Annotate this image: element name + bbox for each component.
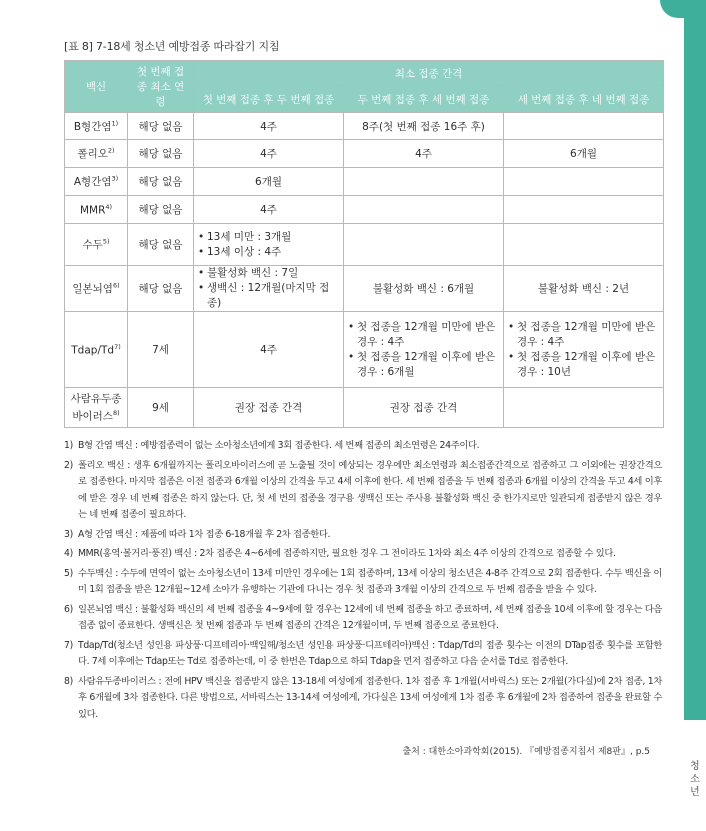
interval-1-2 (194, 266, 344, 312)
interval-2-3: 8주(첫 번째 접종 16주 후) (344, 113, 504, 140)
footnote: 8) 사람유두종바이러스 : 전에 HPV 백신을 접종받지 않은 13-18세 여성에게 접종한다. 1차 접종 후 1개월(서바릭스) 또는 2개월(가다실)에 2차 접종, 1차 후 6개월에 3차 접종한다. 다른 방법으로, 서바릭스는 13-14세 여성에게, 가다실은 13세 여성에게 1차 접종 후 6개월에 2차 접종하여 접종을 완료할 수 있다. (64, 675, 662, 720)
side-text: 청소년 (690, 761, 700, 798)
footnotes (64, 438, 662, 726)
source-citation: 출처 : 대한소아과학회(2015). 『예방접종지침서 제8판』, p.5 (402, 747, 650, 757)
header-interval-3-4: 세 번째 접종 후 네 번째 접종 (504, 86, 664, 113)
vaccine-name: 일본뇌염$^{6)}$ (65, 266, 128, 312)
vaccine-name: 수두$^{5)}$ (65, 224, 128, 266)
interval-1-2: 4주 (194, 140, 344, 168)
table-row (65, 224, 664, 266)
first-dose-age: 해당 없음 (128, 113, 194, 140)
first-dose-age: 해당 없음 (128, 140, 194, 168)
interval-1-2: 4주 (194, 196, 344, 224)
interval-2-3 (344, 168, 504, 196)
list-item: • 첫 접종을 12개월 이후에 받은 경우 : 6개월 (348, 350, 499, 380)
list-item: • 13세 이상 : 4주 (198, 245, 339, 260)
footnote: 5) 수두백신 : 수두에 면역이 없는 소아청소년이 13세 미만인 경우에는 1회 접종하며, 13세 이상의 청소년은 4-8주 간격으로 2회 접종한다. 수두 백신을 이미 1회 접종을 받은 12개월~12세 소아가 유행하는 기관에 다니는 경우 첫 접종과 3개월 이상의 간격으로 두 번째 접종을 받을 수 있다. (64, 567, 662, 595)
interval-2-3 (344, 224, 504, 266)
footnote: 7) Tdap/Td(청소년 성인용 파상풍·디프테리아·백일해/청소년 성인용 파상풍·디프테리아)백신 : Tdap/Td의 접종 횟수는 이전의 DTap접종 횟수를 포함한다. 7세 이후에는 Tdap또는 Td로 접종하는데, 이 중 한번은 Tdap으로 하되 Tdap을 먼저 접종하고 다음 순서를 Td로 접종한다. (64, 639, 662, 667)
interval-3-4: 불활성화 백신 : 2년 (504, 266, 664, 312)
vaccine-name: 사람유두종 바이러스$^{8)}$ (65, 388, 128, 428)
list-item: • 첫 접종을 12개월 미만에 받은 경우 : 4주 (508, 320, 659, 350)
list-item: • 첫 접종을 12개월 미만에 받은 경우 : 4주 (348, 320, 499, 350)
vaccine-name: MMR$^{4)}$ (65, 196, 128, 224)
vaccine-name: 폴리오$^{2)}$ (65, 140, 128, 168)
header-vaccine: 백신 (65, 61, 128, 113)
footnote: 3) A형 간염 백신 : 제품에 따라 1차 접종 6-18개월 후 2차 접종한다. (64, 528, 331, 540)
footnote: 6) 일본뇌염 백신 : 불활성화 백신의 세 번째 접종을 4~9세에 할 경우는 12세에 네 번째 접종을 하고 종료하며, 세 번째 접종을 10세 이후에 할 경우는 다음 접종 없이 종료한다. 생백신은 첫 번째 접종과 두 번째 접종의 간격은 12개월이며, 두 번째 접종으로 종료한다. (64, 603, 662, 631)
table-row (65, 113, 664, 140)
side-tab (684, 0, 706, 720)
list-item: • 불활성화 백신 : 7일 (198, 266, 339, 281)
interval-3-4: 6개월 (504, 140, 664, 168)
table-row (65, 140, 664, 168)
interval-1-2: 4주 (194, 312, 344, 388)
header-min-interval: 최소 접종 간격 (194, 61, 664, 86)
header-interval-2-3: 두 번째 접종 후 세 번째 접종 (344, 86, 504, 113)
vaccine-name: A형간염$^{3)}$ (65, 168, 128, 196)
table-row (65, 196, 664, 224)
vaccine-table (64, 60, 664, 428)
footnote: 2) 폴리오 백신 : 생후 6개월까지는 폴리오바이러스에 곧 노출될 것이 예상되는 경우에만 최소연령과 최소접종간격으로 접종하고 그 이외에는 권장간격으로 접종한다. 마지막 접종은 이전 접종과 6개월 이상의 간격을 두고 4세 이후에 한다. 세 번째 접종을 두 번째 접종과 6개월 이상의 간격을 두고 4세 이후에 받은 경우 네 번째 접종은 하지 않는다. 단, 첫 세 번의 접종을 경구용 생백신 또는 주사용 불활성화 백신 중 한가지로만 일관되게 접종받지 않은 경우는 네 번째 접종이 필요하다. (64, 459, 662, 520)
interval-2-3 (344, 196, 504, 224)
interval-3-4 (504, 388, 664, 428)
interval-2-3: 권장 접종 간격 (344, 388, 504, 428)
interval-1-2: 권장 접종 간격 (194, 388, 344, 428)
first-dose-age: 해당 없음 (128, 224, 194, 266)
vaccine-name: Tdap/Td$^{7)}$ (65, 312, 128, 388)
table-row (65, 388, 664, 428)
interval-1-2 (194, 224, 344, 266)
table-title: [표 8] 7-18세 청소년 예방접종 따라잡기 지침 (64, 40, 280, 53)
interval-3-4 (504, 168, 664, 196)
table-row (65, 312, 664, 388)
interval-3-4 (504, 224, 664, 266)
first-dose-age: 해당 없음 (128, 168, 194, 196)
first-dose-age: 9세 (128, 388, 194, 428)
table-row (65, 266, 664, 312)
table-row (65, 168, 664, 196)
interval-3-4 (504, 196, 664, 224)
interval-2-3: 불활성화 백신 : 6개월 (344, 266, 504, 312)
interval-2-3 (344, 312, 504, 388)
interval-3-4 (504, 113, 664, 140)
list-item: • 13세 미만 : 3개월 (198, 230, 339, 245)
list-item: • 첫 접종을 12개월 이후에 받은 경우 : 10년 (508, 350, 659, 380)
footnote: 1) B형 간염 백신 : 예방접종력이 없는 소아청소년에게 3회 접종한다. 세 번째 접종의 최소연령은 24주이다. (64, 440, 480, 451)
vaccine-name: B형간염$^{1)}$ (65, 113, 128, 140)
first-dose-age: 해당 없음 (128, 266, 194, 312)
interval-3-4 (504, 312, 664, 388)
header-interval-1-2: 첫 번째 접종 후 두 번째 접종 (194, 86, 344, 113)
first-dose-age: 해당 없음 (128, 196, 194, 224)
first-dose-age: 7세 (128, 312, 194, 388)
list-item: • 생백신 : 12개월(마지막 접종) (198, 281, 339, 311)
footnote: 4) MMR(홍역·볼거리·풍진) 백신 : 2차 접종은 4~6세에 접종하지만, 필요한 경우 그 전이라도 1차와 최소 4주 이상의 간격으로 접종할 수 있다. (64, 548, 616, 559)
interval-1-2: 4주 (194, 113, 344, 140)
interval-2-3: 4주 (344, 140, 504, 168)
header-first-dose-age: 첫 번째 접종 최소 연령 (128, 61, 194, 113)
interval-1-2: 6개월 (194, 168, 344, 196)
